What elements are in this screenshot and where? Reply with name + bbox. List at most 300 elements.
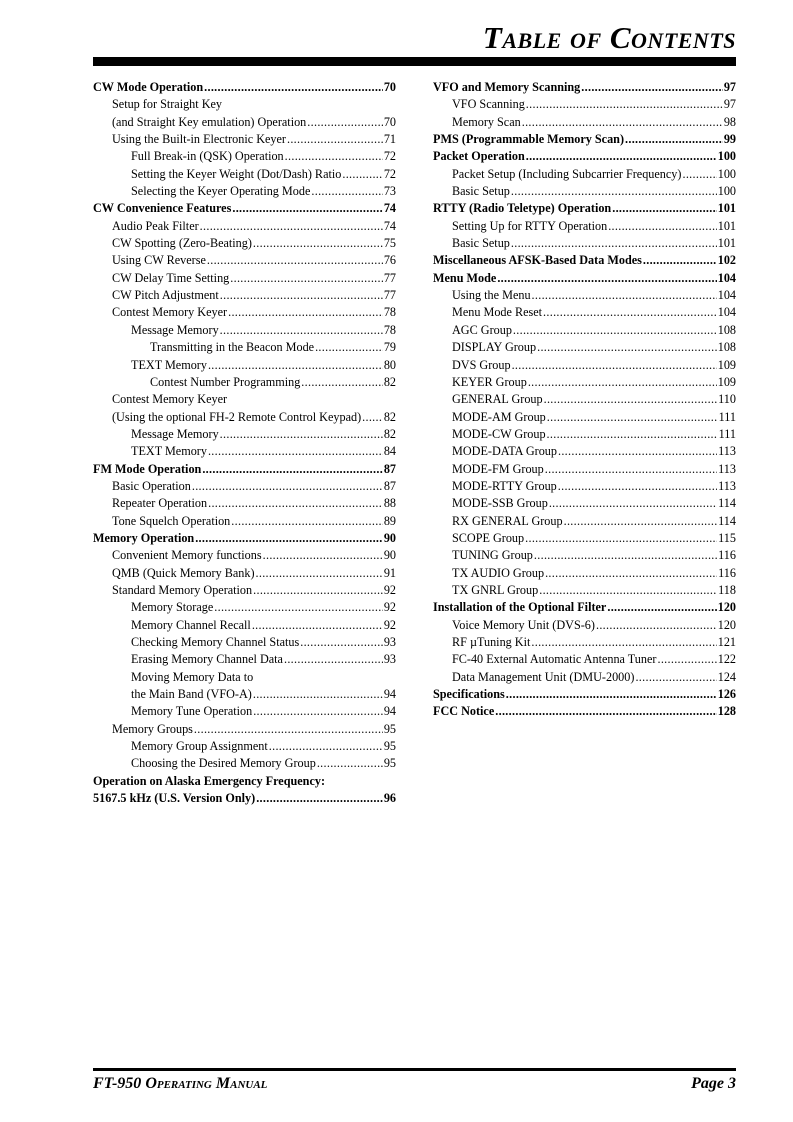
toc-entry-page: 124 <box>717 669 736 684</box>
toc-entry-title: FC-40 External Automatic Antenna Tuner <box>452 652 657 667</box>
toc-entry-page: 94 <box>383 687 396 702</box>
toc-entry[interactable] <box>93 634 396 651</box>
toc-entry-page: 74 <box>383 201 396 216</box>
toc-entry-title: Moving Memory Data to <box>131 669 254 684</box>
toc-entry[interactable] <box>93 79 396 96</box>
toc-entry-title: RX GENERAL Group <box>452 513 563 528</box>
toc-entry-page: 93 <box>383 652 396 667</box>
toc-dot-leader <box>537 339 717 356</box>
toc-entry-title: Full Break-in (QSK) Operation <box>131 149 284 164</box>
toc-entry-title: Audio Peak Filter <box>112 218 199 233</box>
toc-dot-leader <box>531 634 716 651</box>
toc-entry[interactable] <box>93 270 396 287</box>
toc-entry-page: 95 <box>383 756 396 771</box>
toc-entry[interactable] <box>93 530 396 547</box>
toc-entry-page: 101 <box>717 218 736 233</box>
toc-entry-title: AGC Group <box>452 322 512 337</box>
toc-dot-leader <box>220 426 383 443</box>
toc-dot-leader <box>534 547 717 564</box>
toc-entry[interactable] <box>433 374 736 391</box>
toc-entry-title: DVS Group <box>452 357 511 372</box>
toc-entry[interactable] <box>93 478 396 495</box>
toc-dot-leader <box>525 530 717 547</box>
toc-dot-leader <box>513 322 717 339</box>
toc-entry-page: 70 <box>383 114 396 129</box>
toc-entry[interactable] <box>433 183 736 200</box>
toc-dot-leader <box>231 513 383 530</box>
toc-entry[interactable] <box>93 703 396 720</box>
toc-entry-page: 100 <box>717 149 736 164</box>
toc-entry-page: 75 <box>383 236 396 251</box>
page-title: Table of Contents <box>482 20 736 55</box>
toc-entry-title: CW Mode Operation <box>93 80 204 94</box>
toc-entry[interactable] <box>93 651 396 668</box>
toc-entry-title: Using the Menu <box>452 288 531 303</box>
toc-entry-page: 120 <box>717 600 736 615</box>
toc-dot-leader <box>301 374 383 391</box>
toc-entry[interactable] <box>433 582 736 599</box>
toc-entry-page: 77 <box>383 270 396 285</box>
toc-entry-title: Installation of the Optional Filter <box>433 600 607 615</box>
toc-dot-leader <box>269 738 383 755</box>
toc-entry-title: KEYER Group <box>452 374 527 389</box>
toc-dot-leader <box>253 235 383 252</box>
toc-entry-page: 95 <box>383 721 396 736</box>
toc-dot-leader <box>204 79 383 96</box>
toc-dot-leader <box>208 495 383 512</box>
toc-entry-title: Operation on Alaska Emergency Frequency: <box>93 773 326 788</box>
toc-entry-title: TX GNRL Group <box>452 582 539 597</box>
toc-entry[interactable] <box>433 114 736 131</box>
toc-dot-leader <box>558 443 717 460</box>
toc-dot-leader <box>207 252 383 269</box>
toc-entry-page: 101 <box>717 236 736 251</box>
toc-entry[interactable] <box>433 443 736 460</box>
toc-entry-page: 102 <box>717 253 736 268</box>
toc-entry[interactable] <box>93 461 396 478</box>
toc-entry[interactable] <box>433 617 736 634</box>
toc-entry-title: Menu Mode <box>433 270 497 285</box>
toc-entry-page: 113 <box>718 444 736 459</box>
toc-entry[interactable] <box>433 339 736 356</box>
toc-entry[interactable] <box>93 409 396 426</box>
toc-dot-leader <box>287 131 383 148</box>
toc-entry[interactable] <box>93 339 396 356</box>
toc-entry-title: Packet Setup (Including Subcarrier Frequency) <box>452 166 682 181</box>
toc-dot-leader <box>511 183 717 200</box>
toc-entry[interactable] <box>93 599 396 616</box>
toc-entry-page: 116 <box>718 565 736 580</box>
toc-entry[interactable] <box>93 790 396 807</box>
toc-entry[interactable] <box>93 357 396 374</box>
footer-manual-title <box>93 1075 267 1093</box>
toc-entry[interactable] <box>93 547 396 564</box>
toc-dot-leader <box>253 686 383 703</box>
toc-entry-title: Basic Setup <box>452 184 510 199</box>
toc-dot-leader <box>682 166 716 183</box>
toc-entry-title: Checking Memory Channel Status <box>131 635 300 649</box>
toc-entry-title: Tone Squelch Operation <box>112 513 231 528</box>
toc-entry-title: FM Mode Operation <box>93 461 202 476</box>
toc-entry-title: MODE-AM Group <box>452 409 546 424</box>
toc-entry[interactable] <box>433 200 736 217</box>
toc-entry[interactable] <box>93 287 396 304</box>
toc-entry-page: 88 <box>383 496 396 511</box>
toc-entry[interactable] <box>93 443 396 460</box>
toc-dot-leader <box>607 599 716 616</box>
toc-entry[interactable] <box>93 513 396 530</box>
toc-entry-page: 122 <box>717 652 736 667</box>
toc-dot-leader <box>612 200 717 217</box>
toc-entry-title: Repeater Operation <box>112 496 208 511</box>
toc-entry-page: 92 <box>383 582 396 597</box>
toc-entry-title: Message Memory <box>131 322 219 337</box>
toc-entry-page: 90 <box>383 548 396 563</box>
toc-dot-leader <box>220 287 383 304</box>
toc-entry-title: Memory Tune Operation <box>131 704 253 719</box>
toc-entry-page: 73 <box>383 184 396 199</box>
toc-entry-title: (Using the optional FH-2 Remote Control Keypad) <box>112 409 362 424</box>
toc-entry-title: Selecting the Keyer Operating Mode <box>131 184 311 199</box>
toc-dot-leader <box>596 617 717 634</box>
toc-entry-title: Data Management Unit (DMU-2000) <box>452 669 635 684</box>
toc-entry-title: DISPLAY Group <box>452 340 537 355</box>
toc-entry-page: 97 <box>723 80 736 94</box>
toc-entry[interactable] <box>433 599 736 616</box>
toc-entry-title: MODE-CW Group <box>452 426 546 441</box>
toc-entry[interactable] <box>93 565 396 582</box>
toc-entry-page: 92 <box>383 617 396 632</box>
toc-entry[interactable] <box>93 166 396 183</box>
toc-dot-leader <box>202 461 382 478</box>
toc-entry-page: 92 <box>383 600 396 615</box>
toc-entry-title: Setting Up for RTTY Operation <box>452 218 608 233</box>
toc-entry[interactable] <box>433 391 736 408</box>
toc-entry-page: 82 <box>383 374 396 389</box>
toc-entry-title: CW Convenience Features <box>93 201 232 216</box>
toc-entry[interactable] <box>93 304 396 321</box>
toc-dot-leader <box>547 426 718 443</box>
toc-dot-leader <box>506 686 717 703</box>
toc-right-column <box>433 79 736 721</box>
toc-entry-page: 70 <box>383 80 396 94</box>
toc-entry[interactable] <box>433 409 736 426</box>
toc-entry-title: (and Straight Key emulation) Operation <box>112 114 307 129</box>
toc-dot-leader <box>311 183 382 200</box>
toc-entry-title: Contest Memory Keyer <box>112 305 228 320</box>
toc-entry-title: RTTY (Radio Teletype) Operation <box>433 201 612 216</box>
toc-dot-leader <box>564 513 718 530</box>
toc-dot-leader <box>528 374 717 391</box>
toc-entry-page: 98 <box>723 114 736 129</box>
toc-dot-leader <box>263 547 383 564</box>
toc-entry-title: the Main Band (VFO-A) <box>131 687 252 702</box>
toc-dot-leader <box>256 790 383 807</box>
toc-entry[interactable] <box>93 686 396 703</box>
toc-dot-leader <box>495 703 716 720</box>
toc-entry-title: TEXT Memory <box>131 357 207 372</box>
toc-dot-leader <box>300 634 383 651</box>
footer-page-number: Page 3 <box>691 1075 736 1092</box>
toc-entry-page: 109 <box>717 374 736 389</box>
toc-entry[interactable] <box>433 322 736 339</box>
toc-entry[interactable] <box>433 287 736 304</box>
toc-dot-leader <box>522 114 723 131</box>
toc-entry-title: Memory Groups <box>112 721 193 736</box>
toc-entry[interactable] <box>433 79 736 96</box>
toc-dot-leader <box>512 357 717 374</box>
toc-entry-page: 78 <box>383 305 396 320</box>
toc-dot-leader <box>208 443 383 460</box>
toc-entry-title: Setting the Keyer Weight (Dot/Dash) Ratio <box>131 166 342 181</box>
toc-entry-title: FCC Notice <box>433 704 495 719</box>
toc-entry-page: 116 <box>718 548 736 563</box>
toc-dot-leader <box>192 478 383 495</box>
toc-dot-leader <box>497 270 716 287</box>
toc-entry-title: Contest Number Programming <box>150 374 301 389</box>
toc-entry-page: 114 <box>718 496 736 511</box>
toc-entry[interactable] <box>93 374 396 391</box>
toc-entry[interactable] <box>93 148 396 165</box>
toc-entry-page: 100 <box>717 166 736 181</box>
toc-dot-leader <box>558 478 717 495</box>
toc-entry-page: 72 <box>383 166 396 181</box>
toc-entry-page: 90 <box>383 530 396 545</box>
toc-entry[interactable] <box>433 357 736 374</box>
toc-entry[interactable] <box>93 114 396 131</box>
toc-entry-page: 104 <box>717 288 736 303</box>
toc-entry-title: Choosing the Desired Memory Group <box>131 756 316 771</box>
toc-entry-page: 76 <box>383 253 396 268</box>
toc-entry[interactable] <box>93 426 396 443</box>
toc-entry-page: 110 <box>718 392 736 407</box>
toc-entry[interactable] <box>433 565 736 582</box>
toc-entry-page: 104 <box>717 305 736 320</box>
footer-manual: Operating Manual <box>145 1075 268 1092</box>
toc-entry-page: 77 <box>383 288 396 303</box>
toc-dot-leader <box>532 287 717 304</box>
toc-entry[interactable] <box>433 235 736 252</box>
toc-entry-title: TEXT Memory <box>131 444 207 459</box>
toc-entry-title: Using CW Reverse <box>112 253 206 268</box>
toc-entry[interactable] <box>433 703 736 720</box>
toc-entry[interactable] <box>433 634 736 651</box>
toc-entry[interactable] <box>433 166 736 183</box>
toc-entry-title: QMB (Quick Memory Bank) <box>112 565 255 580</box>
toc-entry-page: 113 <box>718 478 736 493</box>
toc-entry[interactable] <box>93 131 396 148</box>
toc-entry[interactable] <box>433 461 736 478</box>
toc-entry-page: 99 <box>723 132 736 147</box>
toc-entry-title: Memory Storage <box>131 600 214 615</box>
toc-dot-leader <box>526 148 717 165</box>
toc-entry-title: Erasing Memory Channel Data <box>131 652 283 667</box>
toc-entry[interactable] <box>93 721 396 738</box>
toc-entry[interactable] <box>433 252 736 269</box>
toc-entry[interactable] <box>433 96 736 113</box>
toc-dot-leader <box>252 617 383 634</box>
toc-entry[interactable] <box>433 530 736 547</box>
toc-entry[interactable] <box>93 200 396 217</box>
toc-dot-leader <box>307 114 383 131</box>
toc-entry[interactable] <box>433 304 736 321</box>
toc-dot-leader <box>253 703 383 720</box>
toc-entry-page: 96 <box>383 791 396 806</box>
toc-entry-title: MODE-SSB Group <box>452 496 548 511</box>
toc-entry[interactable] <box>433 669 736 686</box>
footer-model: FT-950 <box>93 1075 142 1092</box>
toc-entry[interactable] <box>433 270 736 287</box>
toc-entry[interactable] <box>93 755 396 772</box>
toc-entry[interactable] <box>93 252 396 269</box>
toc-dot-leader <box>643 252 717 269</box>
toc-entry[interactable] <box>433 148 736 165</box>
toc-dot-leader <box>543 304 717 321</box>
toc-dot-leader <box>545 461 717 478</box>
toc-entry[interactable] <box>93 391 396 408</box>
toc-entry-page: 91 <box>383 565 396 580</box>
toc-entry-title: Voice Memory Unit (DVS-6) <box>452 617 595 632</box>
toc-entry-title: Standard Memory Operation <box>112 582 253 597</box>
toc-left-column <box>93 79 396 807</box>
toc-entry-title: MODE-RTTY Group <box>452 478 557 493</box>
toc-entry-page: 80 <box>383 357 396 372</box>
toc-dot-leader <box>625 131 723 148</box>
toc-entry[interactable] <box>93 669 396 686</box>
toc-dot-leader <box>284 651 383 668</box>
toc-entry-title: Basic Setup <box>452 236 510 251</box>
toc-dot-leader <box>362 409 383 426</box>
toc-entry[interactable] <box>433 513 736 530</box>
toc-entry-title: CW Spotting (Zero-Beating) <box>112 236 252 251</box>
toc-dot-leader <box>285 148 383 165</box>
toc-entry[interactable] <box>93 218 396 235</box>
toc-entry[interactable] <box>93 495 396 512</box>
toc-entry-title: VFO and Memory Scanning <box>433 80 581 94</box>
toc-entry-title: SCOPE Group <box>452 530 525 545</box>
toc-entry[interactable] <box>93 738 396 755</box>
toc-entry-page: 97 <box>723 97 736 112</box>
toc-entry[interactable] <box>433 218 736 235</box>
toc-dot-leader <box>511 235 717 252</box>
toc-entry[interactable] <box>93 96 396 113</box>
toc-entry-title: MODE-DATA Group <box>452 444 557 459</box>
top-rule <box>93 57 736 66</box>
toc-entry-title: GENERAL Group <box>452 392 543 407</box>
toc-entry-title: TX AUDIO Group <box>452 565 545 580</box>
toc-dot-leader <box>539 582 717 599</box>
toc-dot-leader <box>194 721 383 738</box>
toc-entry-title: RF µTuning Kit <box>452 635 531 649</box>
toc-entry-page: 74 <box>383 218 396 233</box>
toc-entry-page: 104 <box>717 270 736 285</box>
toc-entry-title: Packet Operation <box>433 149 525 164</box>
toc-dot-leader <box>549 495 717 512</box>
toc-dot-leader <box>581 79 723 96</box>
toc-dot-leader <box>317 755 383 772</box>
toc-entry-page: 72 <box>383 149 396 164</box>
toc-dot-leader <box>195 530 383 547</box>
toc-entry[interactable] <box>93 773 396 790</box>
toc-entry[interactable] <box>93 235 396 252</box>
toc-dot-leader <box>657 651 716 668</box>
toc-dot-leader <box>526 96 723 113</box>
toc-entry-page: 95 <box>383 739 396 754</box>
toc-entry[interactable] <box>433 478 736 495</box>
toc-entry-page: 79 <box>383 340 396 355</box>
toc-entry-title: Specifications <box>433 687 505 702</box>
toc-entry-title: Contest Memory Keyer <box>112 392 228 407</box>
toc-entry-page: 87 <box>383 478 396 493</box>
toc-entry-title: Memory Operation <box>93 530 195 545</box>
toc-entry-page: 111 <box>718 426 736 441</box>
toc-dot-leader <box>544 391 718 408</box>
toc-entry-page: 101 <box>717 201 736 216</box>
toc-dot-leader <box>214 599 383 616</box>
toc-entry-title: MODE-FM Group <box>452 461 544 476</box>
toc-entry-title: CW Delay Time Setting <box>112 270 230 285</box>
toc-entry-title: Using the Built-in Electronic Keyer <box>112 132 286 147</box>
toc-entry-page: 108 <box>717 322 736 337</box>
toc-dot-leader <box>228 304 383 321</box>
toc-entry-title: Basic Operation <box>112 478 191 493</box>
toc-entry-page: 100 <box>717 184 736 199</box>
toc-entry-title: Message Memory <box>131 426 219 441</box>
toc-entry-page: 118 <box>718 582 736 597</box>
toc-entry-title: Transmitting in the Beacon Mode <box>150 340 315 355</box>
toc-dot-leader <box>608 218 717 235</box>
toc-entry[interactable] <box>93 582 396 599</box>
toc-entry-page: 82 <box>383 409 396 424</box>
toc-entry[interactable] <box>93 183 396 200</box>
toc-entry-title: CW Pitch Adjustment <box>112 288 219 303</box>
toc-entry-page: 115 <box>718 530 736 545</box>
toc-entry-page: 120 <box>717 617 736 632</box>
toc-entry-title: Convenient Memory functions <box>112 548 262 563</box>
toc-dot-leader <box>220 322 383 339</box>
toc-entry-title: VFO Scanning <box>452 97 525 112</box>
toc-entry[interactable] <box>93 322 396 339</box>
toc-entry[interactable] <box>93 617 396 634</box>
toc-entry[interactable] <box>433 131 736 148</box>
toc-entry[interactable] <box>433 651 736 668</box>
toc-entry[interactable] <box>433 547 736 564</box>
toc-entry-page: 109 <box>717 357 736 372</box>
toc-dot-leader <box>342 166 382 183</box>
toc-dot-leader <box>635 669 716 686</box>
toc-entry-page: 114 <box>718 513 736 528</box>
toc-dot-leader <box>545 565 717 582</box>
toc-dot-leader <box>256 565 383 582</box>
bottom-rule <box>93 1068 736 1071</box>
toc-entry[interactable] <box>433 495 736 512</box>
toc-entry-page: 113 <box>718 461 736 476</box>
toc-entry-title: Memory Scan <box>452 114 521 129</box>
toc-entry-page: 84 <box>383 444 396 459</box>
toc-entry-page: 89 <box>383 513 396 528</box>
toc-entry[interactable] <box>433 426 736 443</box>
toc-entry[interactable] <box>433 686 736 703</box>
toc-entry-page: 78 <box>383 322 396 337</box>
toc-entry-title: PMS (Programmable Memory Scan) <box>433 132 625 147</box>
toc-entry-page: 94 <box>383 704 396 719</box>
toc-dot-leader <box>200 218 383 235</box>
toc-dot-leader <box>315 339 383 356</box>
toc-dot-leader <box>230 270 383 287</box>
toc-entry-page: 82 <box>383 426 396 441</box>
toc-dot-leader <box>253 582 383 599</box>
toc-entry-title: TUNING Group <box>452 548 533 563</box>
